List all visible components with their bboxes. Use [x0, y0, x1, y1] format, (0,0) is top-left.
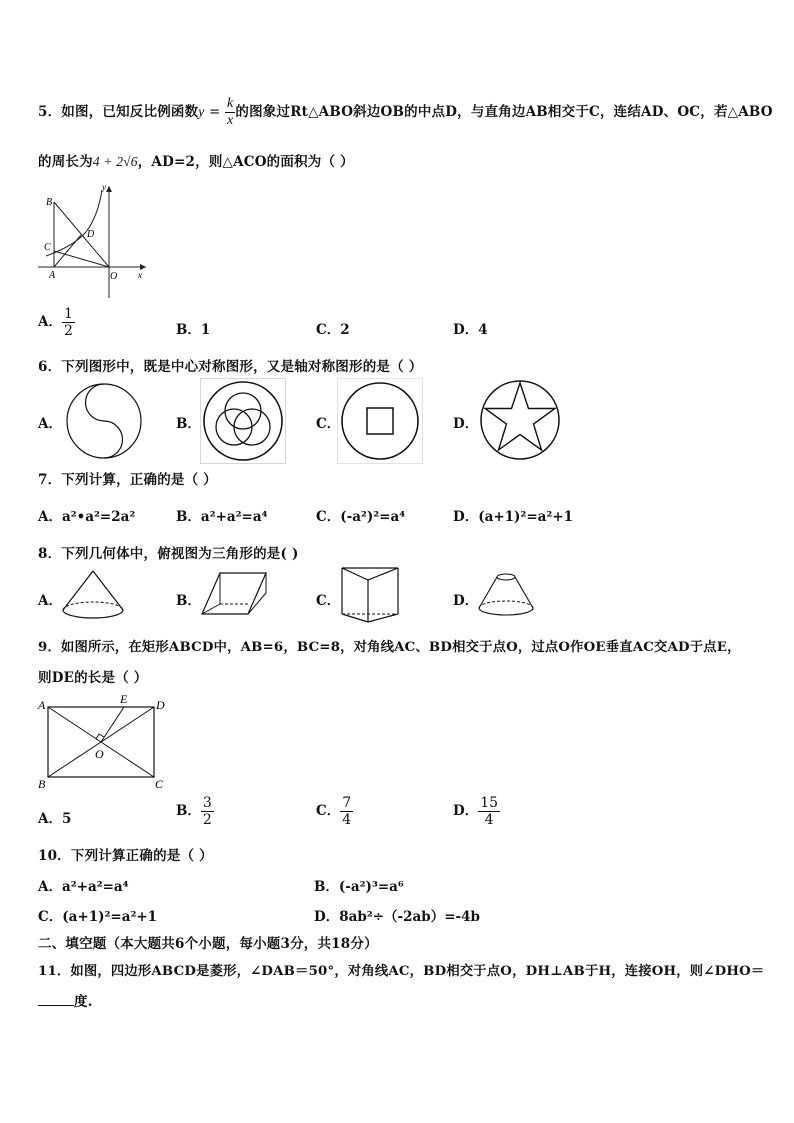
q5-option-c [316, 318, 350, 338]
q5-option-c-value: 2 [340, 322, 350, 338]
tri-prism-base-right [368, 614, 398, 622]
q5-option-c-letter: C． [316, 322, 341, 338]
cone-left-edge [63, 571, 93, 610]
q9-option-d-den: 4 [484, 812, 494, 828]
yin-yang-s-curve [86, 384, 123, 458]
q5-formula-frac [225, 96, 235, 129]
q6-label-d: D． [453, 416, 479, 432]
q9-option-c [316, 795, 353, 828]
q9-label-c: C [155, 777, 164, 791]
q5-option-b-letter: B． [176, 322, 201, 338]
q9-option-b-num: 3 [202, 795, 212, 811]
q5-seg-oc [54, 251, 109, 267]
q6-stem: 6．下列图形中，既是中心对称图形，又是轴对称图形的是（ ） [38, 359, 423, 375]
q9-label-o: O [95, 747, 104, 761]
frustum-left-edge [479, 577, 497, 608]
q5-formula-num: k [227, 96, 234, 111]
q9-option-b-den: 2 [202, 812, 212, 828]
q5-option-a-frac [62, 306, 75, 339]
q5-formula-den: x [227, 113, 234, 128]
q5-figure [34, 180, 152, 302]
oblique-prism-figure [198, 570, 270, 620]
q8-stem: 8．下列几何体中，俯视图为三角形的是( ) [38, 546, 299, 562]
q8-label-d: D． [453, 593, 479, 609]
coin-square-hole [367, 408, 393, 434]
q9-option-b-frac [201, 795, 214, 828]
segment-oe [101, 707, 124, 742]
q7-option-b: B．a²+a²=a⁴ [176, 509, 268, 525]
q10-option-d: D．8ab²÷（-2ab）=-4b [314, 909, 480, 925]
frustum-figure [476, 570, 536, 620]
q5-option-d-value: 4 [478, 322, 488, 338]
q9-option-c-letter: C． [316, 803, 341, 819]
q7-option-c: C．(-a²)²=a⁴ [316, 509, 406, 525]
q9-option-a [38, 807, 71, 827]
star-circle-figure [478, 378, 562, 462]
q5-option-d-letter: D． [453, 322, 479, 338]
q9-option-b-letter: B． [176, 803, 201, 819]
q9-option-d-num: 15 [480, 795, 499, 811]
q5-label-a: A [49, 270, 56, 281]
q10-option-a: A．a²+a²=a⁴ [38, 879, 129, 895]
q5-line1 [38, 96, 773, 129]
q10-stem: 10．下列计算正确的是（ ） [38, 848, 213, 864]
q8-label-c: C． [316, 593, 341, 609]
prism-front-face [202, 573, 266, 614]
q7-option-d: D．(a+1)²=a²+1 [453, 509, 574, 525]
q5-label-y: y [102, 182, 106, 192]
q7-option-a: A．a²•a²=2a² [38, 509, 136, 525]
q11-line2 [38, 990, 93, 1010]
q5-option-b-value: 1 [200, 322, 211, 338]
q8-label-a: A． [38, 593, 62, 609]
tri-prism-top [342, 568, 398, 580]
q5-option-a [38, 306, 75, 339]
answer-blank[interactable] [38, 1005, 74, 1006]
q5-formula-y: y [198, 104, 205, 119]
yin-yang-figure [62, 381, 146, 461]
q9-option-b [176, 795, 214, 828]
q9-label-a: A [38, 698, 46, 712]
section-heading: 二、填空题（本大题共6个小题，每小题3分，共18分） [38, 936, 378, 952]
q5-text-c: 的周长为 [38, 154, 93, 170]
cone-right-edge [93, 571, 123, 610]
q9-label-e: E [120, 692, 128, 706]
q5-option-a-den: 2 [63, 323, 73, 339]
q9-option-c-num: 7 [342, 795, 352, 811]
q8-label-b: B． [176, 593, 201, 609]
q9-option-d-letter: D． [453, 803, 479, 819]
q11-suffix: 度. [74, 994, 93, 1010]
q6-label-b: B． [176, 416, 201, 432]
q5-label-x: x [138, 270, 142, 280]
three-arcs-figure [200, 378, 286, 464]
q5-option-a-letter: A． [38, 314, 62, 330]
q9-option-d-frac [478, 795, 500, 828]
prism-edge-4 [248, 593, 266, 614]
q5-label-o: O [110, 271, 118, 282]
q6-label-c: C． [316, 416, 341, 432]
q5-line2 [38, 150, 354, 170]
three-arcs-outer [204, 382, 282, 460]
triangular-prism-figure [338, 562, 402, 626]
q7-stem: 7．下列计算，正确的是（ ） [38, 472, 217, 488]
frustum-base-front [479, 608, 533, 615]
frustum-right-edge [515, 577, 533, 608]
cone-figure [60, 568, 126, 624]
q5-label-d: D [87, 229, 95, 240]
three-arcs-frame [201, 379, 286, 464]
q9-option-a-letter: A． [38, 811, 62, 827]
q9-option-d [453, 795, 500, 828]
q5-option-b [176, 318, 210, 338]
right-angle-mark [96, 734, 104, 739]
q9-option-c-den: 4 [342, 812, 352, 828]
coin-figure [337, 378, 423, 464]
q9-line1: 9．如图所示，在矩形ABCD中，AB=6，BC=8，对角线AC、BD相交于点O，过点O作OE垂直AC交AD于点E， [38, 640, 741, 655]
q5-text-b: 的图象过Rt△ABO斜边OB的中点D，与直角边AB相交于C，连结AD、OC，若△ABO [235, 104, 773, 120]
q5-text-d: ，AD=2，则△ACO的面积为（ ） [137, 154, 354, 170]
q5-perimeter: 4 + 2√6 [92, 154, 138, 169]
coin-frame [338, 379, 423, 464]
frustum-top [497, 574, 515, 580]
q5-label-c: C [44, 242, 51, 253]
q9-label-d: D [156, 698, 165, 712]
star-shape [485, 383, 555, 450]
cone-base-back [63, 602, 123, 610]
q9-figure [34, 692, 174, 792]
tri-prism-base-left [342, 614, 368, 622]
q9-line2: 则DE的长是（ ） [38, 670, 148, 686]
q5-y-arrow [106, 186, 112, 192]
q5-option-d [453, 318, 488, 338]
q9-option-a-value: 5 [61, 811, 72, 827]
q11-line1: 11．如图，四边形ABCD是菱形，∠DAB＝50°，对角线AC，BD相交于点O，DH⊥AB于H，连接OH，则∠DHO＝ [38, 964, 765, 979]
q5-option-a-num: 1 [63, 306, 73, 322]
q5-text-a: 5．如图，已知反比例函数 [38, 104, 199, 120]
q6-label-a: A． [38, 416, 62, 432]
q10-option-c: C．(a+1)²=a²+1 [38, 909, 158, 925]
q10-option-b: B．(-a²)³=a⁶ [314, 879, 404, 895]
coin-outer [342, 383, 418, 459]
star-circle-outer [481, 381, 559, 459]
cone-base-front [63, 610, 123, 618]
q5-formula-eq: = [204, 104, 225, 120]
q9-label-b: B [38, 777, 46, 791]
q5-label-b: B [46, 197, 53, 208]
frustum-base-back [479, 601, 533, 608]
q9-option-c-frac [340, 795, 353, 828]
